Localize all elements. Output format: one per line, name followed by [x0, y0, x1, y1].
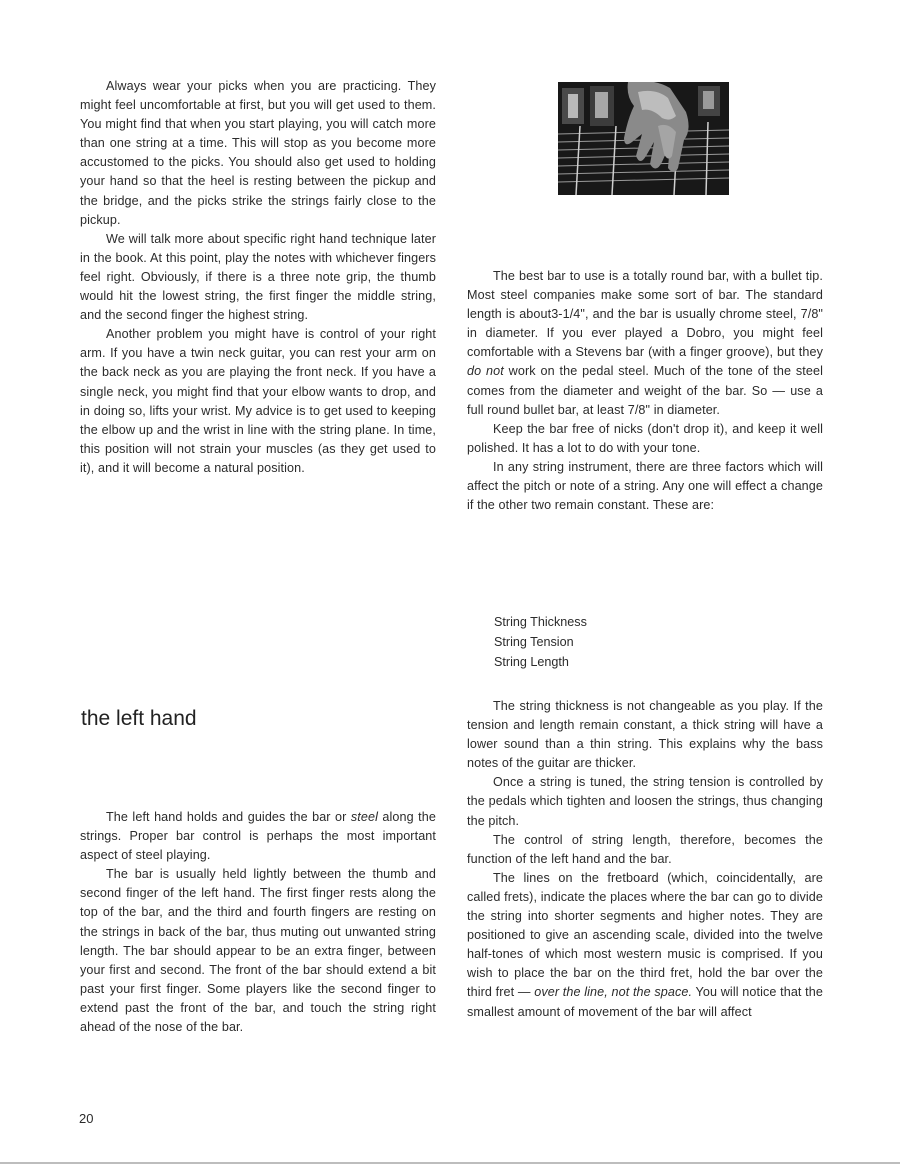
- italic-phrase: over the line, not the space.: [534, 985, 693, 1000]
- list-item: String Tension: [494, 635, 574, 649]
- tension-paragraph: Once a string is tuned, the string tension is controlled by the pedals which tighten and loosen the strings, thus changing the pitch.: [467, 775, 823, 828]
- thickness-paragraph: The string thickness is not changeable as you play. If the tension and length remain constant, a thick string will have a lower sound than a thin string. This explains why the bass notes of the guitar are thicker.: [467, 699, 823, 771]
- frets-paragraph: [467, 869, 823, 1022]
- left-column-bottom: [80, 808, 436, 1037]
- photo-image: [558, 82, 729, 195]
- italic-term: do not: [467, 364, 504, 379]
- list-item: String Length: [494, 655, 569, 669]
- text-run: The best bar to use is a totally round bar, with a bullet tip. Most steel companies make some sort of bar. The standard length is about3-1/4", and the bar is usually chrome steel, 7/8" in diameter. If you ever played a Dobro, you might feel comfortable with a Stevens bar (with a finger groove), but they: [467, 269, 823, 360]
- factors-intro-paragraph: In any string instrument, there are three factors which will affect the pitch or note of a string. Any one will effect a change if the other two remain constant. These are:: [467, 459, 823, 513]
- hand-on-steel-guitar-photo: [558, 82, 729, 195]
- left-hand-intro-paragraph: [80, 808, 436, 865]
- page-number: 20: [79, 1111, 94, 1126]
- right-column-bottom: [467, 697, 823, 1022]
- text-run: You will notice that the smallest amount of movement of the bar will affect: [467, 985, 823, 1019]
- list-item: String Thickness: [494, 615, 587, 629]
- bar-grip-paragraph: The bar is usually held lightly between the thumb and second finger of the left hand. The first finger rests along the top of the bar, and the third and fourth fingers are resting on the strings in back of the bar, thus muting out unwanted string length. The bar should appear to be an extra finger, between your first and second. The front of the bar should extend a bit past your first finger. Some players like the second finger to extend past the front of the bar, and touch the string right ahead of the nose of the bar.: [80, 867, 436, 1035]
- factors-list: [494, 612, 587, 672]
- right-arm-paragraph: Another problem you might have is control of your right arm. If you have a twin neck guitar, you can rest your arm on the back neck as you are playing the front neck. If you have a single neck, you might find that your elbow wants to drop, and in doing so, lifts your wrist. My advice is to get used to keeping the elbow up and the wrist in line with the string plane. In time, this position will not strain your muscles (as they get used to it), and it will become a natural position.: [80, 327, 436, 475]
- section-heading: the left hand: [81, 707, 197, 730]
- text-run: The left hand holds and guides the bar or: [106, 810, 351, 824]
- text-run: work on the pedal steel. Much of the tone of the steel comes from the diameter and weight of the bar. So — use a full round bullet bar, at least 7/8" in diameter.: [467, 364, 823, 417]
- right-hand-technique-paragraph: We will talk more about specific right hand technique later in the book. At this point, play the notes with whichever fingers feel right. Obviously, if there is a three note grip, the thumb would hit the lowest string, the first finger the middle string, and the second finger the highest string.: [80, 231, 436, 323]
- picks-paragraph: Always wear your picks when you are practicing. They might feel uncomfortable at first, but you will get used to them. You might find that when you start playing, you will catch more than one string at a time. This will stop as you become more accustomed to the picks. You should also get used to holding your hand so that the heel is resting between the pickup and the bridge, and the picks strike the strings fairly close to the pickup.: [80, 79, 436, 227]
- text-run: along the strings. Proper bar control is perhaps the most important aspect of steel playing.: [80, 810, 436, 863]
- best-bar-paragraph: [467, 267, 823, 420]
- text-run: The lines on the fretboard (which, coincidentally, are called frets), indicate the places where the bar can go to divide the string into shorter segments and higher notes. They are positioned to give an ascending scale, divided into the twelve half-tones of which most western music is comprised. If you wish to place the bar on the third fret, hold the bar over the third fret —: [467, 870, 823, 1000]
- nicks-paragraph: Keep the bar free of nicks (don't drop it), and keep it well polished. It has a lot to do with your tone.: [467, 421, 823, 455]
- left-column-top: [80, 77, 436, 478]
- length-paragraph: The control of string length, therefore, becomes the function of the left hand and the bar.: [467, 832, 823, 866]
- right-column-top: [467, 267, 823, 515]
- italic-term: steel: [350, 810, 378, 824]
